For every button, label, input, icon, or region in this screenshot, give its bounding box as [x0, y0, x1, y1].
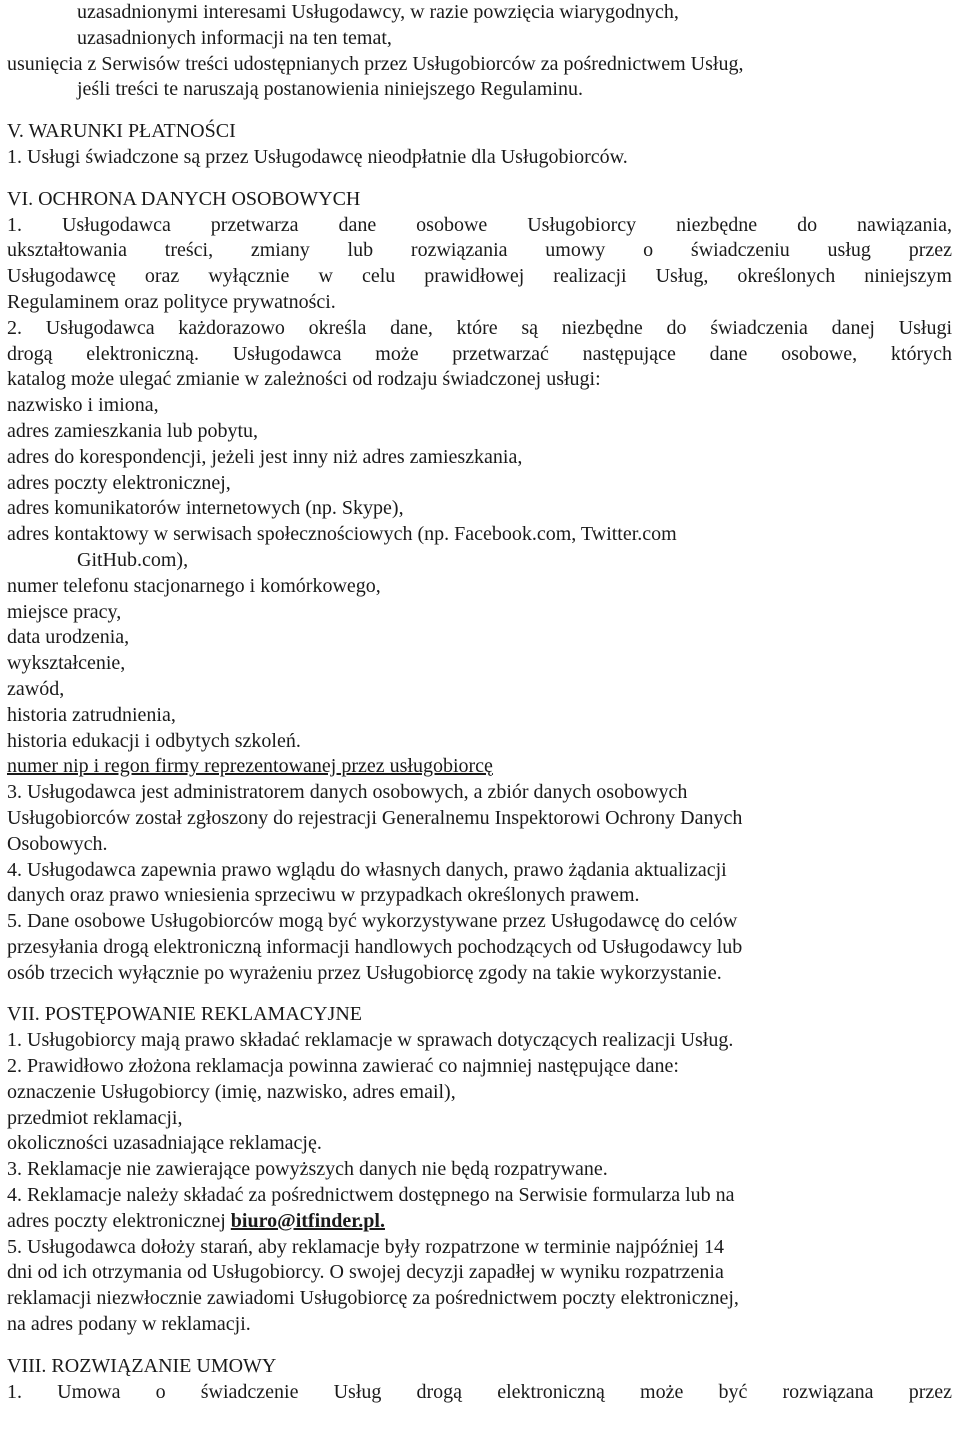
paragraph: 1. Usługi świadczone są przez Usługodawcę nieodpłatnie dla Usługobiorców. [7, 145, 628, 168]
paragraph-line: 5. Usługodawca dołoży starań, aby reklamacje były rozpatrzone w terminie najpóźniej 14 [7, 1235, 724, 1258]
paragraph-line: drogą elektroniczną. Usługodawca może przetwarzać następujące dane osobowe, których [7, 342, 952, 365]
paragraph-line: danych oraz prawo wniesienia sprzeciwu w przypadkach określonych prawem. [7, 884, 640, 907]
paragraph-line: 1. Umowa o świadczenie Usług drogą elektroniczną może być rozwiązana przez [7, 1380, 952, 1403]
list-item: okoliczności uzasadniające reklamację. [7, 1132, 322, 1155]
paragraph-line: 4. Reklamacje należy składać za pośrednictwem dostępnego na Serwisie formularza lub na [7, 1184, 735, 1207]
section-heading: VII. POSTĘPOWANIE REKLAMACYJNE [7, 1003, 362, 1026]
intro-line: jeśli treści te naruszają postanowienia niniejszego Regulaminu. [77, 78, 583, 101]
paragraph-line: ukształtowania treści, zmiany lub rozwiązania umowy o świadczeniu usług przez [7, 239, 952, 262]
paragraph-line: 1. Usługobiorcy mają prawo składać reklamacje w sprawach dotyczących realizacji Usług. [7, 1029, 734, 1052]
list-item: data urodzenia, [7, 626, 130, 649]
section-heading: VI. OCHRONA DANYCH OSOBOWYCH [7, 187, 361, 210]
list-item: zawód, [7, 677, 65, 700]
intro-line: uzasadnionymi interesami Usługodawcy, w razie powzięcia wiarygodnych, [77, 1, 679, 23]
section-termination [7, 1354, 952, 1406]
list-item: nazwisko i imiona, [7, 394, 159, 417]
paragraph-line: reklamacji niezwłocznie zawiadomi Usługobiorcę za pośrednictwem poczty elektronicznej, [7, 1287, 739, 1310]
paragraph-line: 5. Dane osobowe Usługobiorców mogą być wykorzystywane przez Usługodawcę do celów [7, 910, 738, 933]
paragraph-line: 3. Reklamacje nie zawierające powyższych danych nie będą rozpatrywane. [7, 1158, 608, 1181]
paragraph-line: Usługobiorców został zgłoszony do rejestracji Generalnemu Inspektorowi Ochrony Danych [7, 806, 743, 829]
intro-line: uzasadnionych informacji na ten temat, [77, 26, 392, 49]
personal-data-list [7, 393, 952, 780]
paragraph-line: Usługodawcę oraz wyłącznie w celu prawidłowej realizacji Usług, określonych niniejszym [7, 265, 952, 288]
intro-fragment [7, 0, 952, 103]
list-item: oznaczenie Usługobiorcy (imię, nazwisko, adres email), [7, 1080, 456, 1103]
intro-line: usunięcia z Serwisów treści udostępnianych przez Usługobiorców za pośrednictwem Usług, [7, 52, 744, 75]
list-item: adres zamieszkania lub pobytu, [7, 419, 259, 442]
paragraph-line: 2. Usługodawca każdorazowo określa dane, które są niezbędne do świadczenia danej Usługi [7, 316, 952, 339]
paragraph-line: na adres podany w reklamacji. [7, 1313, 251, 1336]
list-item: wykształcenie, [7, 652, 126, 675]
list-item: historia edukacji i odbytych szkoleń. [7, 729, 301, 752]
paragraph-line: dni od ich otrzymania od Usługobiorcy. O swojej decyzji zapadłej w wyniku rozpatrzenia [7, 1261, 724, 1284]
list-item: adres komunikatorów internetowych (np. Skype), [7, 497, 404, 520]
complaint-data-list [7, 1080, 952, 1157]
section-data-protection [7, 187, 952, 987]
list-item: numer telefonu stacjonarnego i komórkowego, [7, 574, 381, 597]
section-complaints [7, 1002, 952, 1337]
paragraph-line: 1. Usługodawca przetwarza dane osobowe Usługobiorcy niezbędne do nawiązania, [7, 213, 952, 236]
list-item: miejsce pracy, [7, 600, 122, 623]
section-payment [7, 119, 952, 171]
list-item: historia zatrudnienia, [7, 703, 176, 726]
section-heading: V. WARUNKI PŁATNOŚCI [7, 120, 236, 143]
paragraph-line: 3. Usługodawca jest administratorem danych osobowych, a zbiór danych osobowych [7, 781, 688, 804]
list-item: adres kontaktowy w serwisach społecznościowych (np. Facebook.com, Twitter.com [7, 523, 677, 546]
list-item: GitHub.com), [77, 548, 189, 571]
section-heading: VIII. ROZWIĄZANIE UMOWY [7, 1354, 277, 1377]
paragraph-line [7, 1209, 952, 1235]
paragraph-line: 2. Prawidłowo złożona reklamacja powinna zawierać co najmniej następujące dane: [7, 1055, 679, 1078]
list-item: adres do korespondencji, jeżeli jest inny niż adres zamieszkania, [7, 445, 523, 468]
paragraph-line: Regulaminem oraz polityce prywatności. [7, 290, 336, 313]
list-item-nip: numer nip i regon firmy reprezentowanej przez usługobiorcę [7, 755, 493, 778]
paragraph-line: osób trzecich wyłącznie po wyrażeniu przez Usługobiorcę zgody na takie wykorzystanie. [7, 961, 722, 984]
paragraph-line: Osobowych. [7, 832, 108, 855]
paragraph-line: katalog może ulegać zmianie w zależności od rodzaju świadczonej usługi: [7, 368, 601, 391]
email-link[interactable]: biuro@itfinder.pl. [230, 1209, 385, 1232]
paragraph-line: przesyłania drogą elektroniczną informacji handlowych pochodzących od Usługodawcy lub [7, 935, 743, 958]
paragraph-line: 4. Usługodawca zapewnia prawo wglądu do własnych danych, prawo żądania aktualizacji [7, 858, 727, 881]
list-item: adres poczty elektronicznej, [7, 471, 231, 494]
list-item: przedmiot reklamacji, [7, 1106, 183, 1129]
email-prefix: adres poczty elektronicznej [7, 1209, 231, 1232]
